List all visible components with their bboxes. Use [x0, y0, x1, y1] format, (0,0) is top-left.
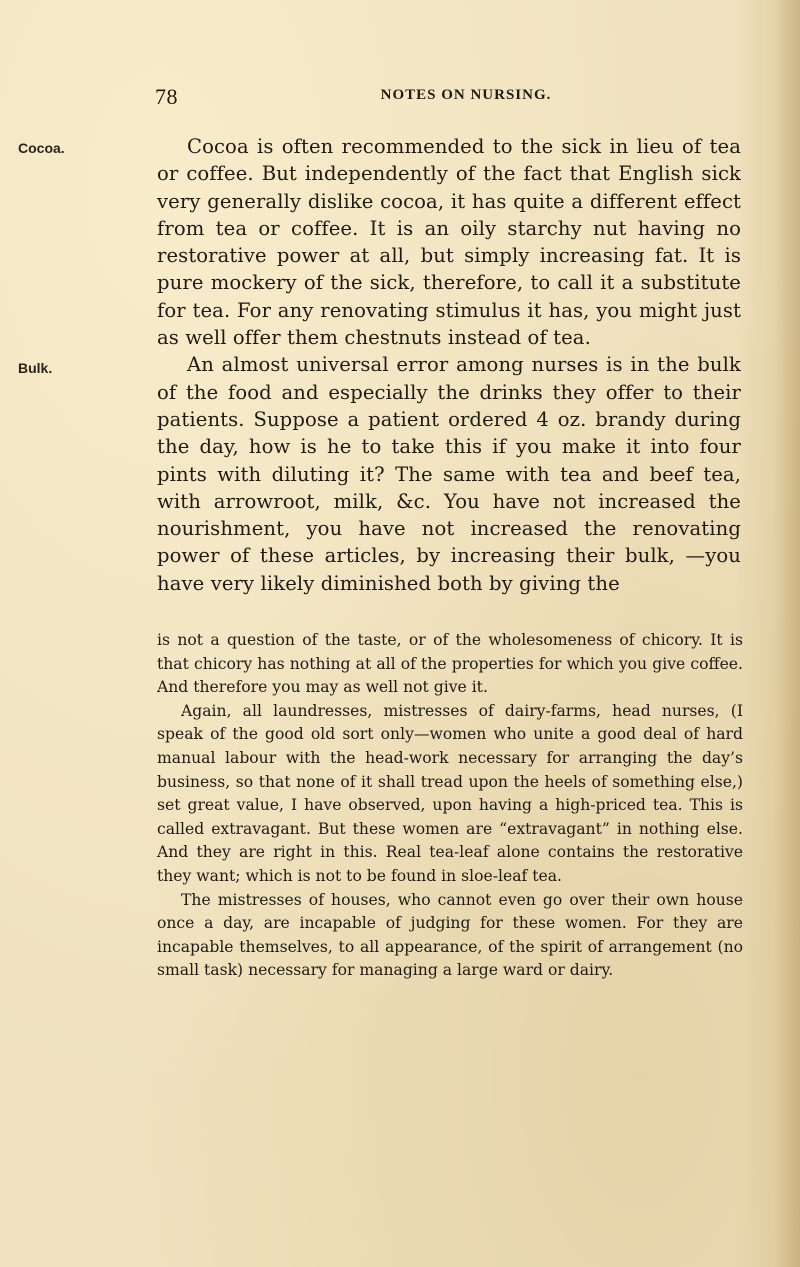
footnote-paragraph-laundresses: Again, all laundresses, mistresses of dairy-farms, head nurses, (I speak of the good old sort only—women who unite a good deal of hard manual labour with the head-work necessary for arranging the day’s business, so that none of it shall tread upon the heels of something else,) set great value, I have observed, upon having a high-priced tea. This is called extravagant. But these women are “extravagant” in nothing else. And they are right in this. Real tea-leaf alone contains the restorative they want; which is not to be found in sloe-leaf tea. [157, 701, 743, 885]
footnote [157, 629, 743, 983]
sidenote-cocoa: Cocoa. [18, 140, 65, 156]
paragraph-bulk: An almost universal error among nurses is in the bulk of the food and especially the drinks they offer to their patients. Suppose a patient ordered 4 oz. brandy during the day, how is he to take this if you make it into four pints with diluting it? The same with tea and beef tea, with arrowroot, milk, &c. You have not increased the nourishment, you have not increased the renovating power of these articles, by increasing their bulk, —you have very likely diminished both by giving the [157, 353, 741, 595]
paragraph-cocoa: Cocoa is often recommended to the sick in lieu of tea or coffee. But independently of the fact that English sick very generally dislike cocoa, it has quite a different effect from tea or coffee. It is an oily starchy nut having no restorative power at all, but simply increasing fat. It is pure mockery of the sick, therefore, to call it a substitute for tea. For any renovating stimulus it has, you might just as well offer them chestnuts instead of tea. [157, 135, 741, 350]
main-text [157, 133, 741, 597]
running-head [150, 84, 740, 108]
running-title: NOTES ON NURSING. [380, 87, 552, 103]
footnote-paragraph-mistresses: The mistresses of houses, who cannot even go over their own house once a day, are incapable of judging for these women. For they are incapable themselves, to all appearance, of the spirit of arrangement (no small task) necessary for managing a large ward or dairy. [157, 890, 743, 980]
page-number: 78 [155, 84, 178, 109]
page-edge-shadow [774, 0, 800, 1267]
sidenote-bulk: Bulk. [18, 360, 53, 376]
footnote-continuation: is not a question of the taste, or of the wholesomeness of chicory. It is that chicory has nothing at all of the properties for which you give coffee. And therefore you may as well not give it. [157, 631, 743, 697]
